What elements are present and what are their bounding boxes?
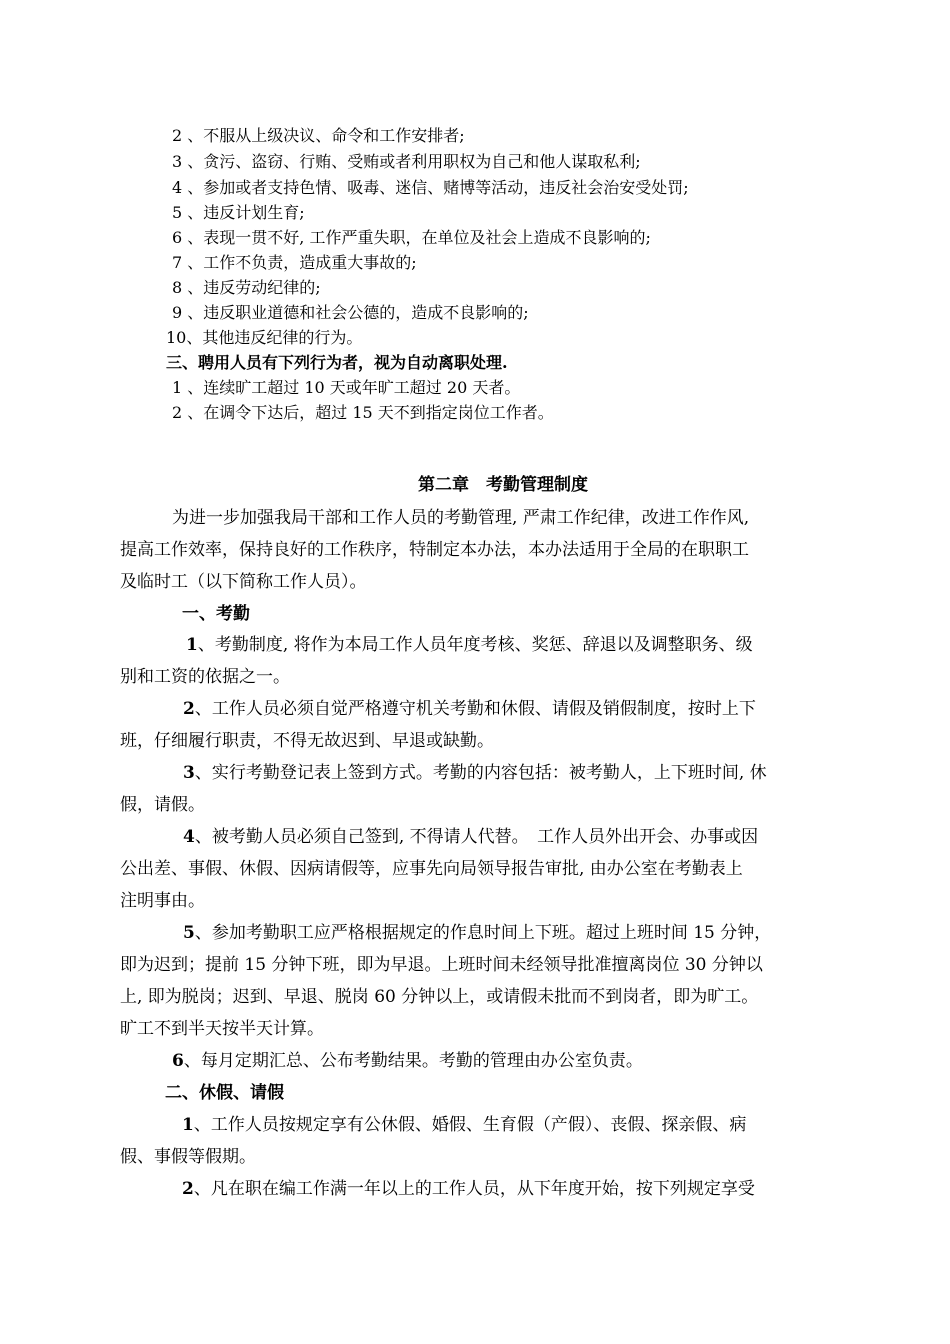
paragraph-line: 注明事由。 [120,891,205,911]
item-number: 1 [186,635,198,655]
item-number: 5 [183,923,195,943]
paragraph-text: 、每月定期汇总、公布考勤结果。考勤的管理由办公室负责。 [183,1051,643,1071]
paragraph-text: 、实行考勤登记表上签到方式。考勤的内容包括：被考勤人，上下班时间, 休 [194,763,767,783]
paragraph-line: 假，请假。 [120,795,205,815]
paragraph-text: 、工作人员按规定享有公休假、婚假、生育假（产假）、丧假、探亲假、病 [193,1115,747,1135]
item-number: 1 [182,1115,194,1135]
paragraph-line: 公出差、事假、休假、因病请假等，应事先向局领导报告审批, 由办公室在考勤表上 [120,859,743,879]
list-item: 5 、违反计划生育; [172,203,305,222]
paragraph-line [172,1049,892,1073]
paragraph-text: 、工作人员必须自觉严格遵守机关考勤和休假、请假及销假制度，按时上下 [194,699,756,719]
list-item: 3 、贪污、盗窃、行贿、受贿或者利用职权为自己和他人谋取私利; [172,152,641,171]
item-number: 4 [183,827,195,847]
paragraph-line [182,1177,902,1201]
section-heading: 一、考勤 [182,604,250,624]
list-item: 1 、连续旷工超过 10 天或年旷工超过 20 天者。 [172,378,521,397]
list-item: 2 、不服从上级决议、命令和工作安排者; [172,126,465,145]
list-item: 9 、违反职业道德和社会公德的，造成不良影响的; [172,303,529,322]
paragraph-line [182,1113,902,1137]
section-heading: 二、休假、请假 [165,1083,284,1103]
paragraph-text: 、被考勤人员必须自己签到, 不得请人代替。 工作人员外出开会、办事或因 [194,827,759,847]
list-item: 10、其他违反纪律的行为。 [166,328,363,347]
paragraph-line [183,921,903,945]
section-heading: 三、聘用人员有下列行为者，视为自动离职处理. [166,353,508,372]
intro-line: 提高工作效率，保持良好的工作秩序，特制定本办法，本办法适用于全局的在职职工 [120,540,749,560]
list-item: 4 、参加或者支持色情、吸毒、迷信、赌博等活动，违反社会治安受处罚; [172,178,689,197]
paragraph-line: 旷工不到半天按半天计算。 [120,1019,324,1039]
paragraph-line: 上, 即为脱岗；迟到、早退、脱岗 60 分钟以上，或请假未批而不到岗者，即为旷工。 [120,987,759,1007]
list-item: 8 、违反劳动纪律的; [172,278,321,297]
paragraph-line: 即为迟到；提前 15 分钟下班，即为早退。上班时间未经领导批准擅离岗位 30 分钟以 [120,955,763,975]
paragraph-text: 、凡在职在编工作满一年以上的工作人员，从下年度开始，按下列规定享受 [193,1179,755,1199]
list-item: 6 、表现一贯不好, 工作严重失职，在单位及社会上造成不良影响的; [172,228,651,247]
paragraph-text: 、考勤制度, 将作为本局工作人员年度考核、奖惩、辞退以及调整职务、级 [197,635,753,655]
item-number: 3 [183,763,195,783]
chapter-title: 第二章 考勤管理制度 [418,475,588,495]
paragraph-text: 、参加考勤职工应严格根据规定的作息时间上下班。超过上班时间 15 分钟， [194,923,772,943]
item-number: 2 [182,1179,194,1199]
intro-line: 为进一步加强我局干部和工作人员的考勤管理, 严肃工作纪律，改进工作作风, [172,508,750,528]
paragraph-line [183,761,903,785]
paragraph-line: 别和工资的依据之一。 [120,667,290,687]
paragraph-line: 假、事假等假期。 [120,1147,256,1167]
list-item: 7 、工作不负责，造成重大事故的; [172,253,417,272]
item-number: 6 [172,1051,184,1071]
paragraph-line [183,825,903,849]
intro-line: 及临时工（以下简称工作人员）。 [120,572,367,592]
paragraph-line: 班，仔细履行职责，不得无故迟到、早退或缺勤。 [120,731,494,751]
paragraph-line [186,633,906,657]
item-number: 2 [183,699,195,719]
list-item: 2 、在调令下达后，超过 15 天不到指定岗位工作者。 [172,403,554,422]
paragraph-line [183,697,903,721]
